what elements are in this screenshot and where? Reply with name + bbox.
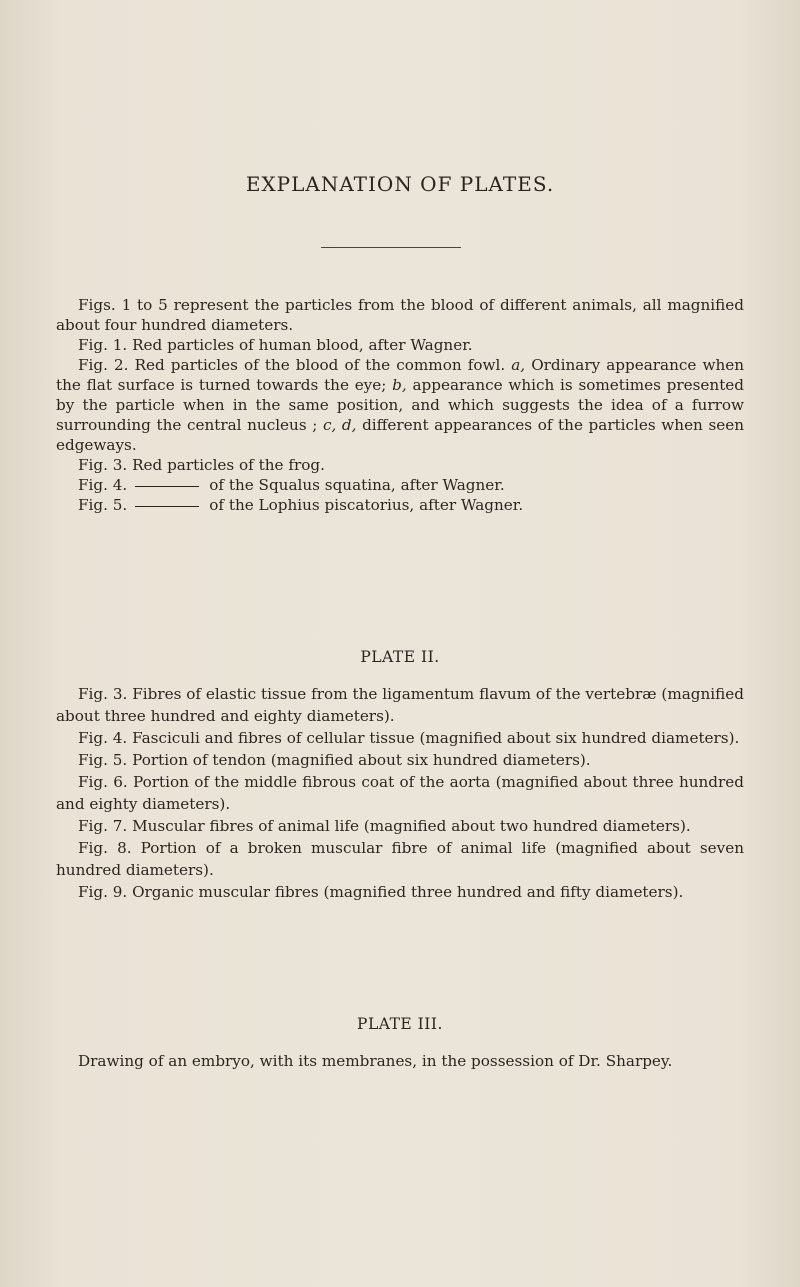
ditto-dash bbox=[135, 506, 199, 507]
fig-2-letter-b: b, bbox=[392, 376, 407, 394]
fig-2-text-a: Fig. 2. Red particles of the blood of the common fowl. bbox=[78, 356, 506, 374]
plate-2-fig-4: Fig. 4. Fasciculi and fibres of cellular tissue (magnified about six hundred diameters). bbox=[78, 729, 740, 747]
plate-1-fig-5 bbox=[56, 495, 744, 515]
plate-2-fig-7: Fig. 7. Muscular fibres of animal life (magnified about two hundred diameters). bbox=[78, 817, 691, 835]
plate-1-fig-2 bbox=[56, 355, 744, 455]
page-title: EXPLANATION OF PLATES. bbox=[245, 172, 555, 196]
plate-3-text: Drawing of an embryo, with its membranes, in the possession of Dr. Sharpey. bbox=[78, 1052, 673, 1070]
fig-2-letters-cd: c, d, bbox=[322, 416, 357, 434]
plate-2-fig-3: Fig. 3. Fibres of elastic tissue from the ligamentum flavum of the vertebræ (magnified about three hundred and eighty diameters). bbox=[56, 685, 744, 725]
plate-2-fig-9: Fig. 9. Organic muscular fibres (magnified three hundred and fifty diameters). bbox=[78, 883, 684, 901]
plate-2-heading: PLATE II. bbox=[360, 648, 440, 666]
fig-2-text-c: appearance which is sometimes presented by the particle when in the same position, and which suggests the idea of a furrow surrounding the central nucleus ; bbox=[56, 376, 745, 434]
fig-2-text-d: different appearances of the particles when seen edgeways. bbox=[56, 416, 744, 454]
fig-4-label: Fig. 4. bbox=[78, 476, 128, 494]
title-divider bbox=[321, 247, 461, 248]
fig-2-letter-a: a, bbox=[511, 356, 526, 374]
fig-5-text: of the Lophius piscatorius, after Wagner. bbox=[209, 496, 524, 514]
plate-1-fig-3: Fig. 3. Red particles of the frog. bbox=[78, 456, 325, 474]
plate-2-fig-5: Fig. 5. Portion of tendon (magnified about six hundred diameters). bbox=[78, 751, 591, 769]
plate-2-fig-8: Fig. 8. Portion of a broken muscular fibre of animal life (magnified about seven hundred diameters). bbox=[56, 839, 744, 879]
plate-2-section bbox=[56, 683, 744, 903]
fig-5-label: Fig. 5. bbox=[78, 496, 128, 514]
plate-3-heading: PLATE III. bbox=[357, 1015, 443, 1033]
plate-3-section bbox=[56, 1050, 744, 1072]
plate-2-fig-6: Fig. 6. Portion of the middle fibrous coat of the aorta (magnified about three hundred and eighty diameters). bbox=[56, 773, 744, 813]
fig-2-text-b: Ordinary appearance when the flat surface is turned towards the eye; bbox=[56, 356, 744, 394]
fig-4-text: of the Squalus squatina, after Wagner. bbox=[209, 476, 505, 494]
plate-1-fig-1: Fig. 1. Red particles of human blood, after Wagner. bbox=[78, 336, 473, 354]
plate-1-section bbox=[56, 295, 744, 515]
ditto-dash bbox=[135, 486, 199, 487]
plate-1-fig-4 bbox=[56, 475, 744, 495]
plate-1-intro: Figs. 1 to 5 represent the particles from the blood of different animals, all magnified about four hundred diameters. bbox=[56, 296, 744, 334]
